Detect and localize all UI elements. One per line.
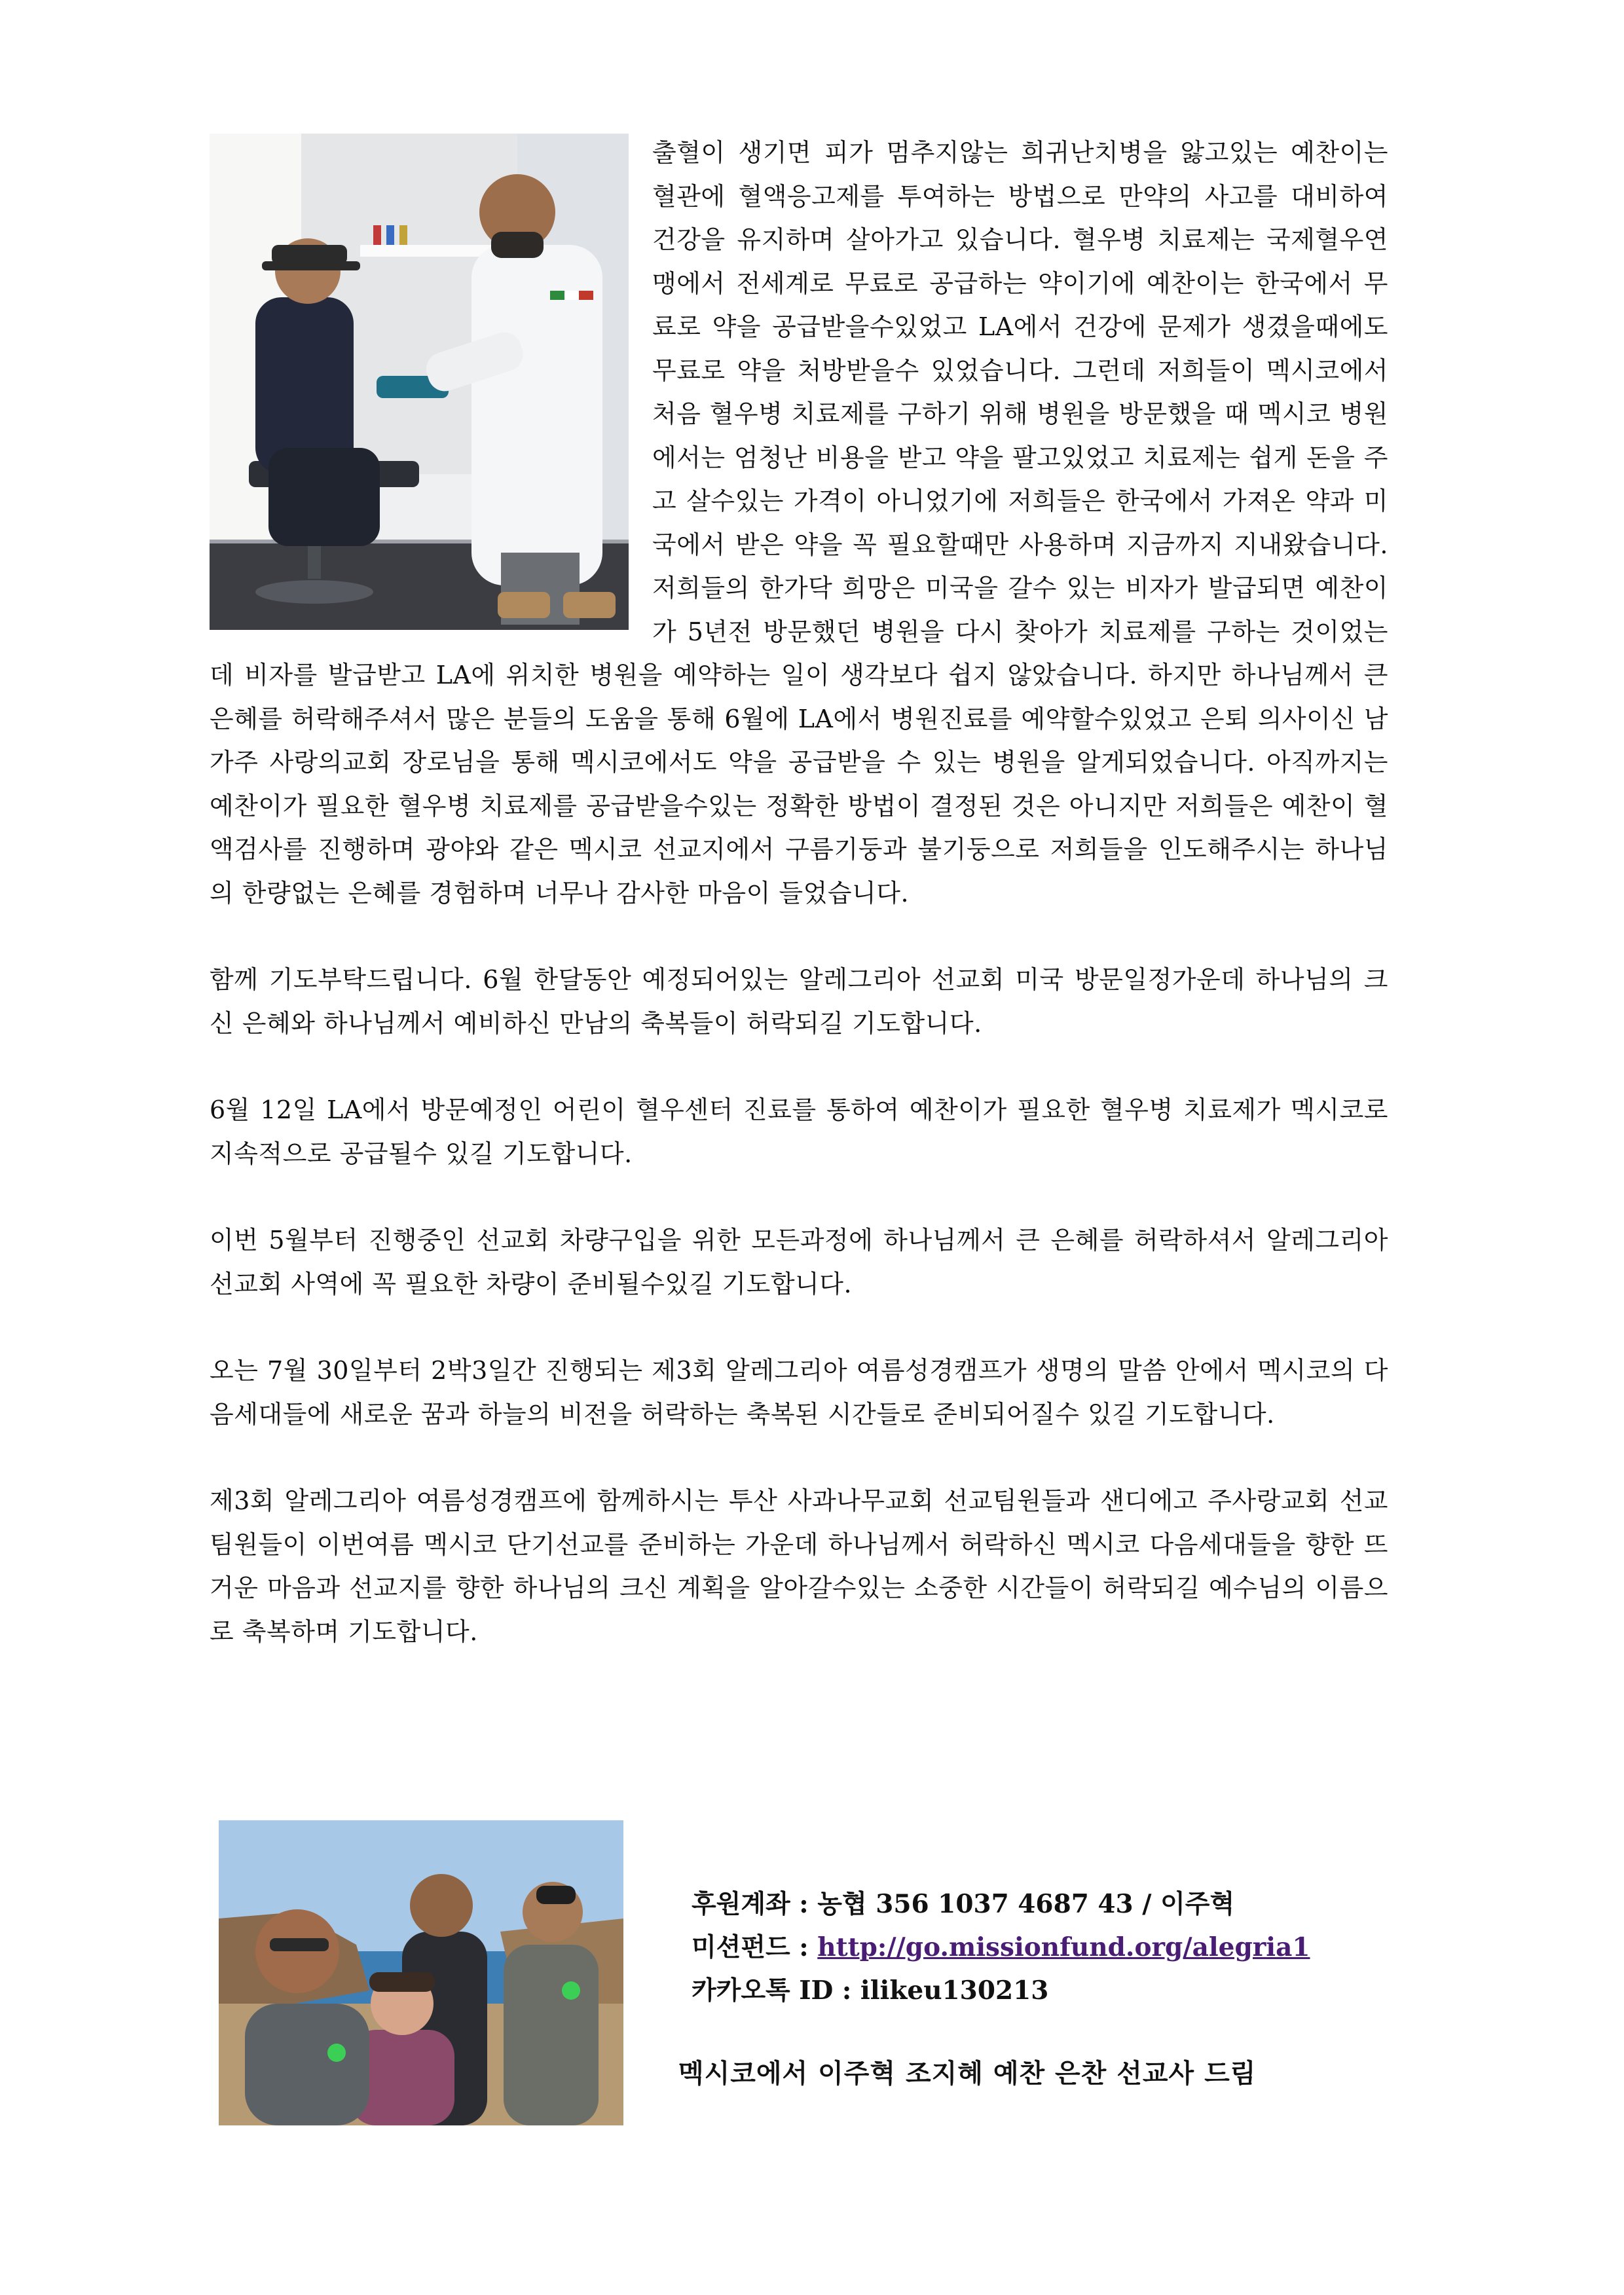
prayer-item-teams: 제3회 알레그리아 여름성경캠프에 함께하시는 투산 사과나무교회 선교팀원들과 샌디에고 주사랑교회 선교팀원들이 이번여름 멕시코 단기선교를 준비하는 가운데 하나님께서 허락하신 멕시코 다음세대들을 향한 뜨거운 마음과 선교지를 향한 하나님의 크신 계획을 알아갈수있는 소중한 시간들이 허락되길 예수님의 이름으로 축복하며 기도합니다. — [210, 1486, 1388, 1646]
prayer-item-vehicle: 이번 5월부터 진행중인 선교회 차량구입을 위한 모든과정에 하나님께서 큰 은혜를 허락하셔서 알레그리아 선교회 사역에 꼭 필요한 차량이 준비될수있길 기도합니다. — [210, 1226, 1388, 1298]
fund-row — [692, 1926, 1310, 1969]
separator: : — [799, 1889, 818, 1919]
missionfund-link[interactable]: http://go.missionfund.org/alegria1 — [817, 1932, 1310, 1962]
clinic-photo — [210, 134, 629, 630]
fund-label: 미션펀드 — [692, 1932, 790, 1962]
kakao-label: 카카오톡 ID — [692, 1975, 834, 2006]
separator: : — [799, 1932, 818, 1962]
support-info — [692, 1882, 1310, 2012]
prayer-intro-paragraph: 함께 기도부탁드립니다. 6월 한달동안 예정되어있는 알레그리아 선교회 미국 방문일정가운데 하나님의 크신 은혜와 하나님께서 예비하신 만남의 축복들이 허락되길 기도합니다. — [210, 965, 1388, 1038]
family-photo-illustration — [219, 1820, 623, 2125]
family-photo — [219, 1820, 623, 2125]
account-value: 농협 356 1037 4687 43 / 이주혁 — [817, 1889, 1235, 1919]
account-label: 후원계좌 — [692, 1889, 790, 1919]
signature: 멕시코에서 이주혁 조지혜 예찬 은찬 선교사 드림 — [678, 2058, 1257, 2089]
separator: : — [841, 1975, 860, 2006]
prayer-item-clinic: 6월 12일 LA에서 방문예정인 어린이 혈우센터 진료를 통하여 예찬이가 필요한 혈우병 치료제가 멕시코로 지속적으로 공급될수 있길 기도합니다. — [210, 1095, 1388, 1168]
kakao-value: ilikeu130213 — [860, 1975, 1049, 2006]
prayer-item-camp: 오는 7월 30일부터 2박3일간 진행되는 제3회 알레그리아 여름성경캠프가 생명의 말씀 안에서 멕시코의 다음세대들에 새로운 꿈과 하늘의 비전을 허락하는 축복된 시간들로 준비되어질수 있길 기도합니다. — [210, 1356, 1388, 1429]
article-body — [210, 131, 1388, 1653]
article-paragraph-1: 출혈이 생기면 피가 멈추지않는 희귀난치병을 앓고있는 예찬이는 혈관에 혈액응고제를 투여하는 방법으로 만약의 사고를 대비하여 건강을 유지하며 살아가고 있습니다. 혈우병 치료제는 국제혈우연맹에서 전세계로 무료로 공급하는 약이기에 예찬이는 한국에서 무료로 약을 공급받을수있었고 LA에서 건강에 문제가 생겼을때에도 무료로 약을 처방받을수 있었습니다. 그런데 저희들이 멕시코에서 처음 혈우병 치료제를 구하기 위해 병원을 방문했을 때 멕시코 병원에서는 엄청난 비용을 받고 약을 팔고있었고 치료제는 쉽게 돈을 주고 살수있는 가격이 아니었기에 저희들은 한국에서 가져온 약과 미국에서 받은 약을 꼭 필요할때만 사용하며 지금까지 지내왔습니다. 저희들의 한가닥 희망은 미국을 갈수 있는 비자가 발급되면 예찬이가 5년전 방문했던 병원을 다시 찾아가 치료제를 구하는 것이었는데 비자를 발급받고 LA에 위치한 병원을 예약하는 일이 생각보다 쉽지 않았습니다. 하지만 하나님께서 큰 은혜를 허락해주셔서 많은 분들의 도움을 통해 6월에 LA에서 병원진료를 예약할수있었고 은퇴 의사이신 남가주 사랑의교회 장로님을 통해 멕시코에서도 약을 공급받을 수 있는 병원을 알게되었습니다. 아직까지는 예찬이가 필요한 혈우병 치료제를 공급받을수있는 정확한 방법이 결정된 것은 아니지만 저희들은 예찬이 혈액검사를 진행하며 광야와 같은 멕시코 선교지에서 구름기둥과 불기둥으로 저희들을 인도해주시는 하나님의 한량없는 은혜를 경험하며 너무나 감사한 마음이 들었습니다. — [210, 138, 1388, 908]
account-row — [692, 1882, 1310, 1926]
clinic-photo-illustration — [210, 134, 629, 630]
kakao-row — [692, 1969, 1310, 2012]
